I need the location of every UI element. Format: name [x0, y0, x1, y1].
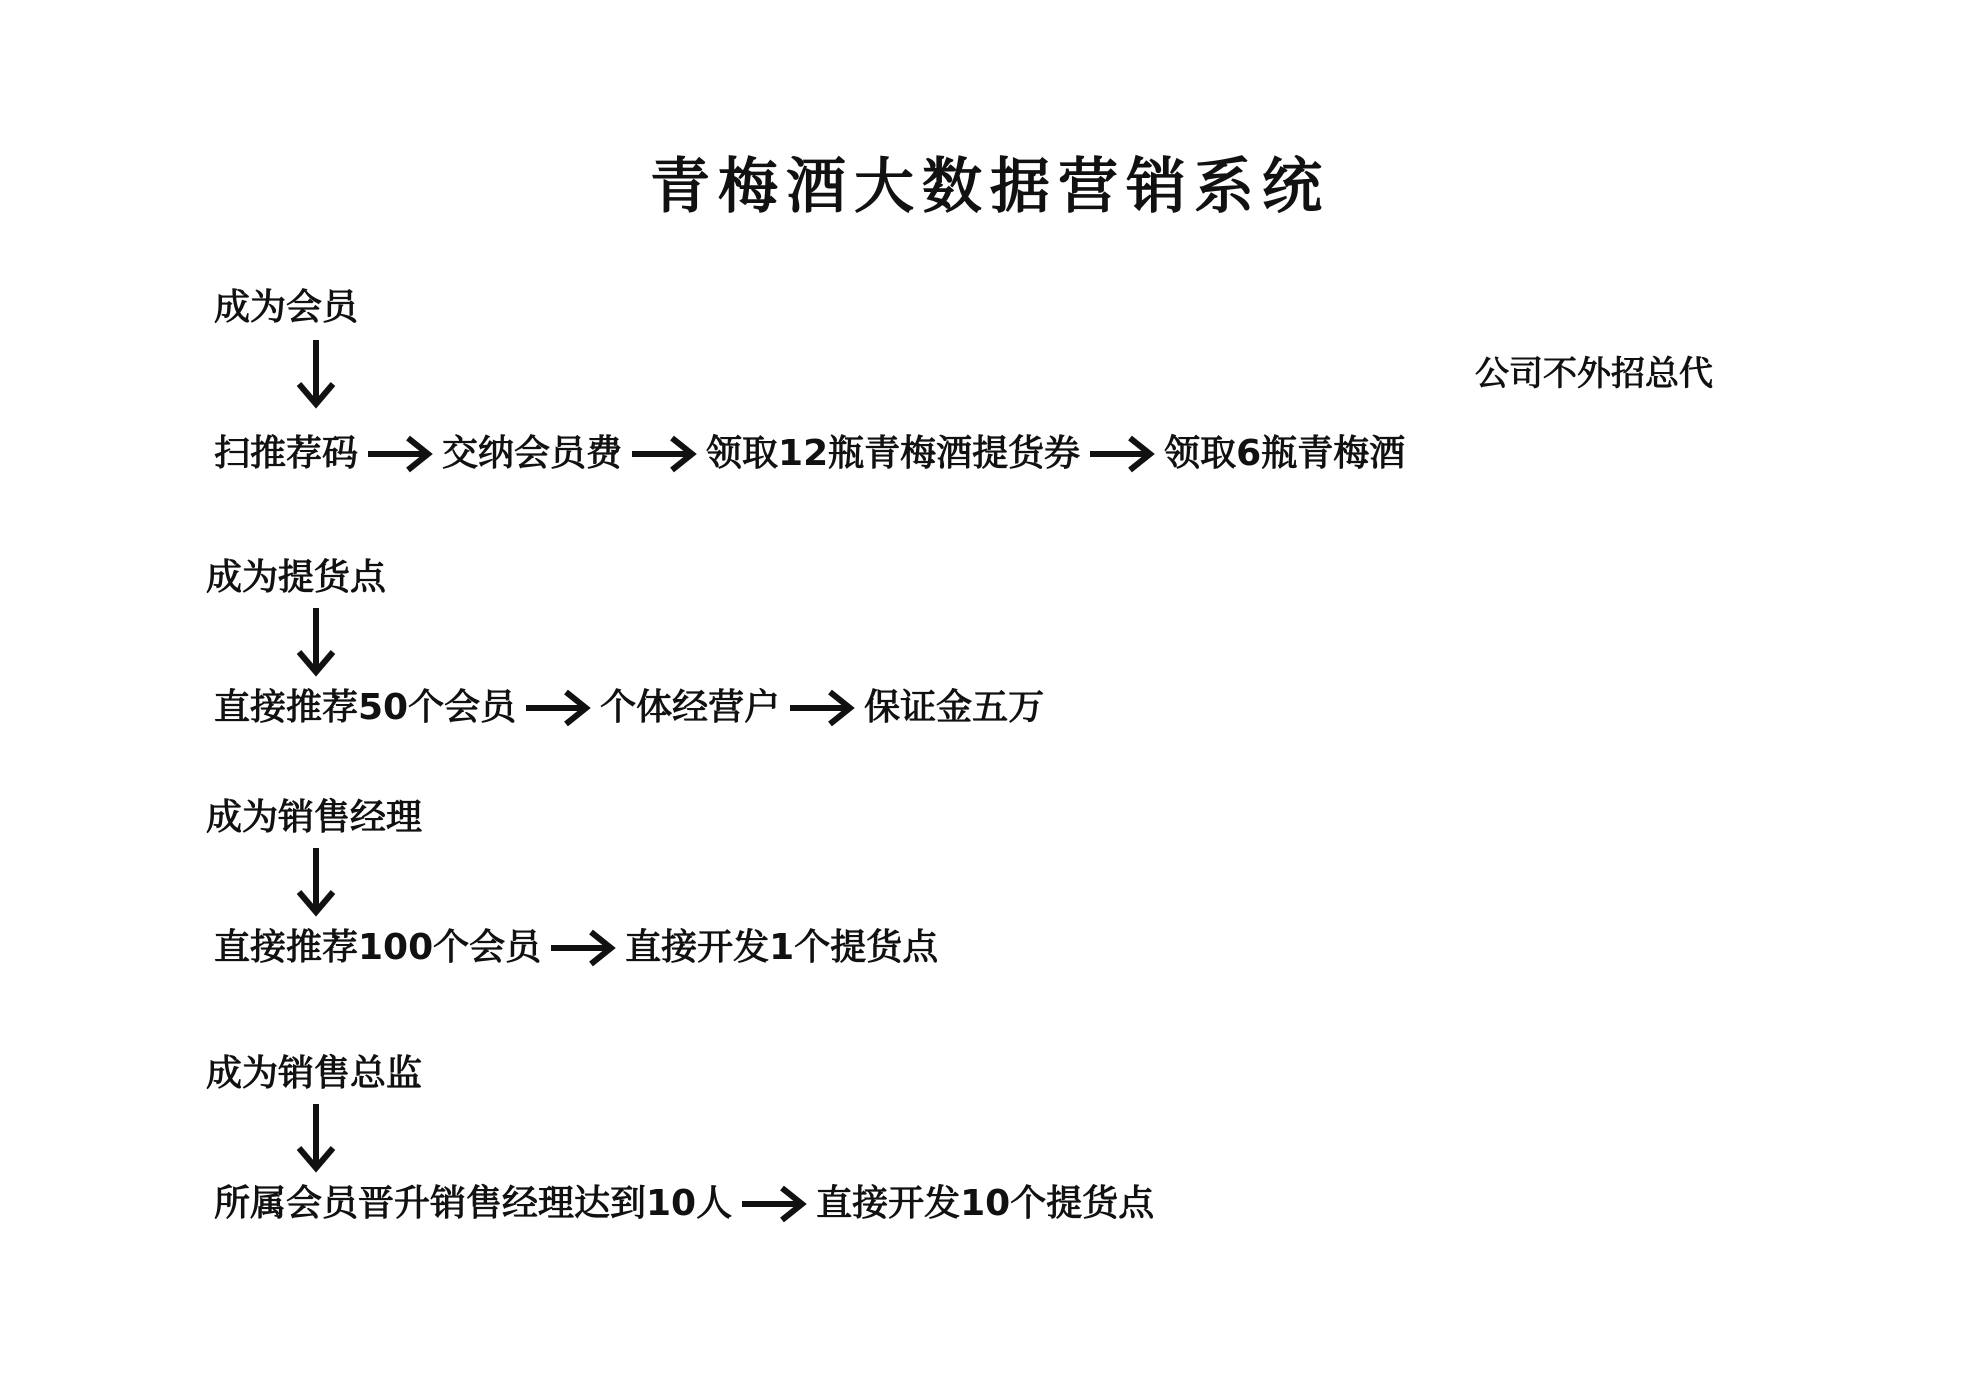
- flow-step: 所属会员晋升销售经理达到10人: [214, 1183, 733, 1224]
- flow-step: 个体经营户: [600, 687, 781, 728]
- flow-row-sales-director: [214, 1176, 1154, 1232]
- page-title: 青梅酒大数据营销系统: [650, 152, 1330, 222]
- flow-step: 直接开发1个提货点: [625, 927, 939, 968]
- flow-step: 领取12瓶青梅酒提货券: [706, 433, 1081, 474]
- section-heading-sales-director: 成为销售总监: [206, 1053, 423, 1094]
- right-arrow-icon: [366, 434, 434, 474]
- down-arrow-icon: [294, 1102, 338, 1174]
- right-arrow-icon: [1088, 434, 1156, 474]
- right-arrow-icon: [549, 928, 617, 968]
- company-note: 公司不外招总代: [1475, 354, 1713, 394]
- flow-step: 交纳会员费: [442, 433, 623, 474]
- right-arrow-icon: [788, 688, 856, 728]
- flow-step: 直接推荐100个会员: [214, 927, 542, 968]
- right-arrow-icon: [630, 434, 698, 474]
- flow-step: 保证金五万: [864, 687, 1045, 728]
- flow-row-member: [214, 426, 1405, 482]
- right-arrow-icon: [524, 688, 592, 728]
- down-arrow-icon: [294, 846, 338, 918]
- section-heading-pickup-point: 成为提货点: [206, 557, 387, 598]
- flow-step: 领取6瓶青梅酒: [1164, 433, 1406, 474]
- section-heading-sales-manager: 成为销售经理: [206, 797, 423, 838]
- flow-row-sales-manager: [214, 920, 938, 976]
- down-arrow-icon: [294, 338, 338, 410]
- down-arrow-icon: [294, 606, 338, 678]
- section-heading-member: 成为会员: [214, 287, 359, 328]
- right-arrow-icon: [740, 1184, 808, 1224]
- flow-step: 直接推荐50个会员: [214, 687, 517, 728]
- flow-step: 直接开发10个提货点: [816, 1183, 1155, 1224]
- flow-step: 扫推荐码: [214, 433, 359, 474]
- flow-row-pickup-point: [214, 680, 1044, 736]
